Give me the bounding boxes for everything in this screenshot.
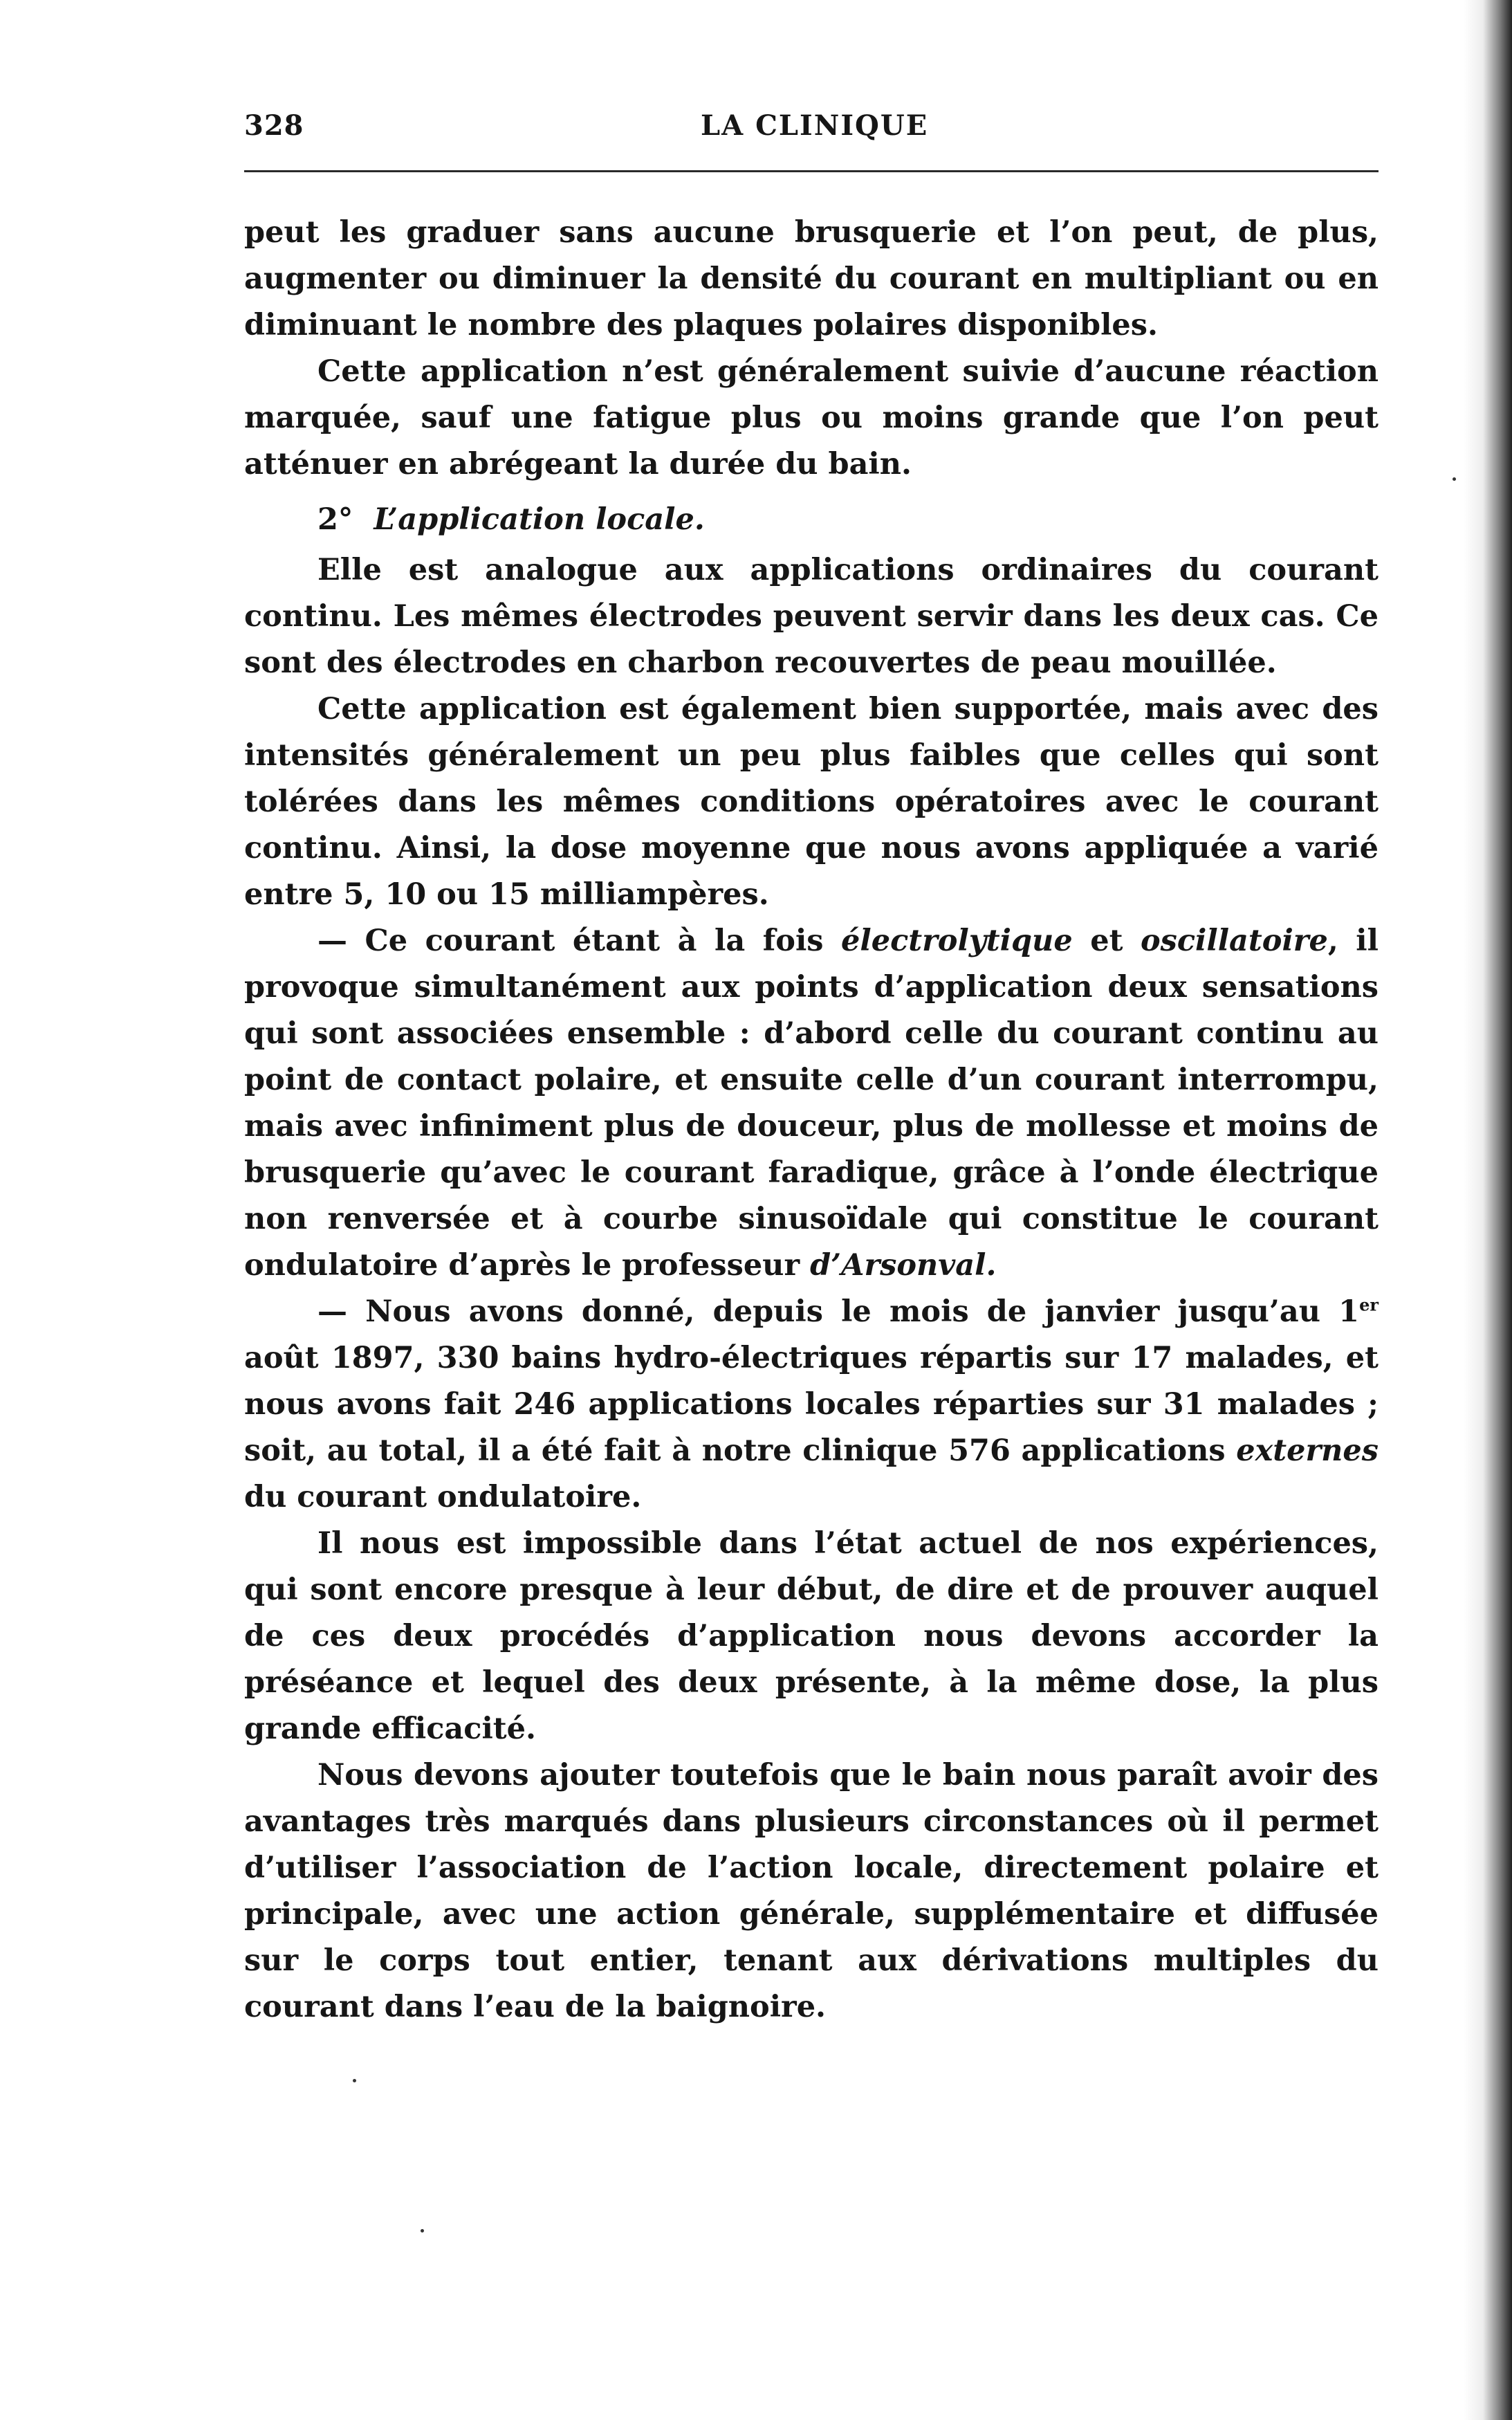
text-run: , il provoque simultanément aux points d’application deux sensations qui sont associées ensemble : d’abord celle du courant continu au point de contact polaire, et ensuite celle d’un courant interrompu, mais avec infiniment plus de douceur, plus de mollesse et moins de brusquerie qu’avec le courant faradique, grâce à l’onde électrique non renversée et à courbe sinusoïdale qui constitue le courant ondulatoire d’après le professeur (244, 924, 1379, 1283)
text-run: et (1072, 924, 1141, 958)
paragraph: Elle est analogue aux applications ordinaires du courant continu. Les mêmes électrodes peuvent servir dans les deux cas. Ce sont des électrodes en charbon recouvertes de peau mouillée. (244, 553, 1379, 680)
paragraph (244, 918, 1379, 1289)
ordinal-superscript: er (1359, 1294, 1379, 1315)
italic-term: oscillatoire (1140, 924, 1328, 958)
text-run: — Nous avons donné, depuis le mois de janvier jusqu’au 1 (317, 1294, 1360, 1329)
italic-term: externes (1236, 1433, 1379, 1468)
italic-name: d’Arsonval. (810, 1248, 997, 1283)
paragraph: Cette application est également bien supportée, mais avec des intensités généralement un peu plus faibles que celles qui sont tolérées dans les mêmes conditions opératoires avec le courant continu. Ainsi, la dose moyenne que nous avons appliquée a varié entre 5, 10 ou 15 milliampères. (244, 692, 1379, 912)
paragraph: Nous devons ajouter toutefois que le bain nous paraît avoir des avantages très marqués dans plusieurs circonstances où il permet d’utiliser l’association de l’action locale, directement polaire et principale, avec une action générale, supplémentaire et diffusée sur le corps tout entier, tenant aux dérivations multiples du courant dans l’eau de la baignoire. (244, 1758, 1379, 2024)
scan-speck (353, 2079, 356, 2082)
text-run: — Ce courant étant à la fois (317, 924, 842, 958)
running-title: LA CLINIQUE (701, 109, 929, 142)
section-number: 2° (317, 502, 353, 537)
paragraph: Il nous est impossible dans l’état actuel de nos expériences, qui sont encore presque à leur début, de dire et de prouver auquel de ces deux procédés d’application nous devons accorder la préséance et lequel des deux présente, à la même dose, la plus grande efficacité. (244, 1526, 1379, 1746)
scan-edge-shadow (1464, 0, 1512, 2420)
paragraph: Cette application n’est généralement suivie d’aucune réaction marquée, sauf une fatigue plus ou moins grande que l’on peut atténuer en abrégeant la durée du bain. (244, 354, 1379, 482)
paragraph (244, 1289, 1379, 1521)
spacer (244, 488, 1379, 497)
scan-speck (421, 2229, 424, 2233)
section-title: L’application locale. (374, 502, 705, 537)
page-number: 328 (244, 109, 304, 142)
text-run: août 1897, 330 bains hydro-électriques répartis sur 17 malades, et nous avons fait 246 applications locales réparties sur 31 malades ; soit, au total, il a été fait à notre clinique 576 applications (244, 1341, 1379, 1468)
italic-term: électrolytique (841, 924, 1073, 958)
scan-speck (1453, 477, 1456, 481)
paragraph-continued: peut les graduer sans aucune brusquerie et l’on peut, de plus, augmenter ou diminuer la densité du courant en multipliant ou en diminuant le nombre des plaques polaires disponibles. (244, 215, 1379, 342)
body-text (244, 210, 1379, 2031)
section-heading (244, 497, 1379, 543)
text-run: du courant ondulatoire. (244, 1480, 642, 1514)
header-rule (244, 170, 1379, 172)
page-header (244, 104, 1379, 152)
